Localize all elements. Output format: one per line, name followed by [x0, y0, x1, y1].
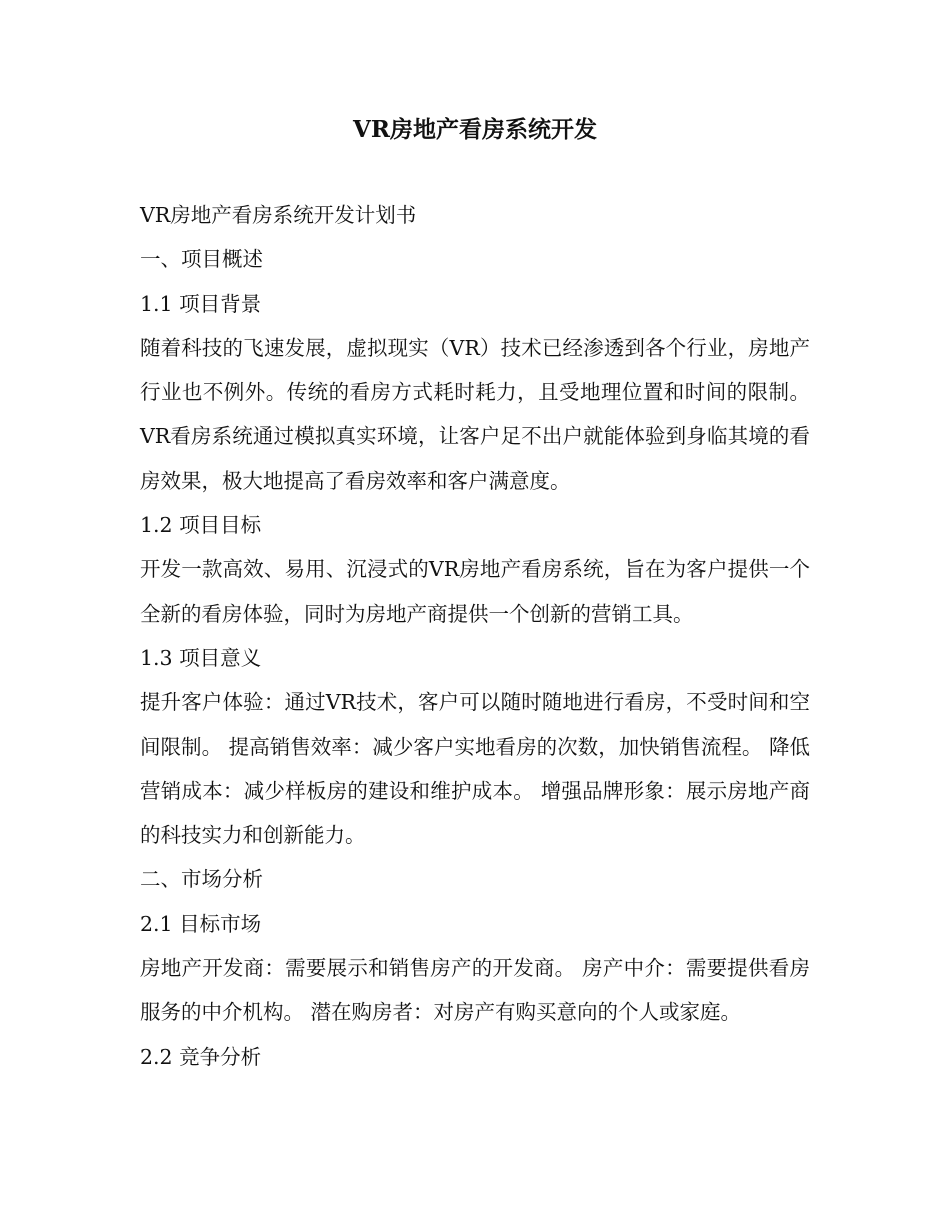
- target-market-paragraph: 房地产开发商：需要展示和销售房产的开发商。 房产中介：需要提供看房服务的中介机构。 潜在购房者：对房产有购买意向的个人或家庭。: [140, 956, 810, 1025]
- subsection-2-1-heading: 2.1 目标市场: [140, 911, 262, 936]
- subsection-1-3-heading: 1.3 项目意义: [140, 645, 262, 670]
- plan-heading: VR房地产看房系统开发计划书: [140, 203, 417, 227]
- background-paragraph: 随着科技的飞速发展，虚拟现实（VR）技术已经渗透到各个行业，房地产行业也不例外。传统的看房方式耗时耗力，且受地理位置和时间的限制。VR看房系统通过模拟真实环境，让客户足不出户就能体验到身临其境的看房效果，极大地提高了看房效率和客户满意度。: [140, 335, 810, 493]
- document-title: VR房地产看房系统开发: [353, 116, 597, 143]
- subsection-1-2-heading: 1.2 项目目标: [140, 513, 262, 538]
- document-body: [140, 193, 810, 1079]
- subsection-1-1-heading: 1.1 项目背景: [140, 291, 262, 316]
- section-1-heading: 一、项目概述: [140, 247, 263, 272]
- subsection-2-2-heading: 2.2 竞争分析: [140, 1044, 262, 1069]
- goal-paragraph: 开发一款高效、易用、沉浸式的VR房地产看房系统，旨在为客户提供一个全新的看房体验，同时为房地产商提供一个创新的营销工具。: [140, 557, 810, 626]
- section-2-heading: 二、市场分析: [140, 867, 263, 892]
- significance-paragraph: 提升客户体验：通过VR技术，客户可以随时随地进行看房，不受时间和空间限制。 提高销售效率：减少客户实地看房的次数，加快销售流程。 降低营销成本：减少样板房的建设和维护成本。 增强品牌形象：展示房地产商的科技实力和创新能力。: [140, 690, 810, 848]
